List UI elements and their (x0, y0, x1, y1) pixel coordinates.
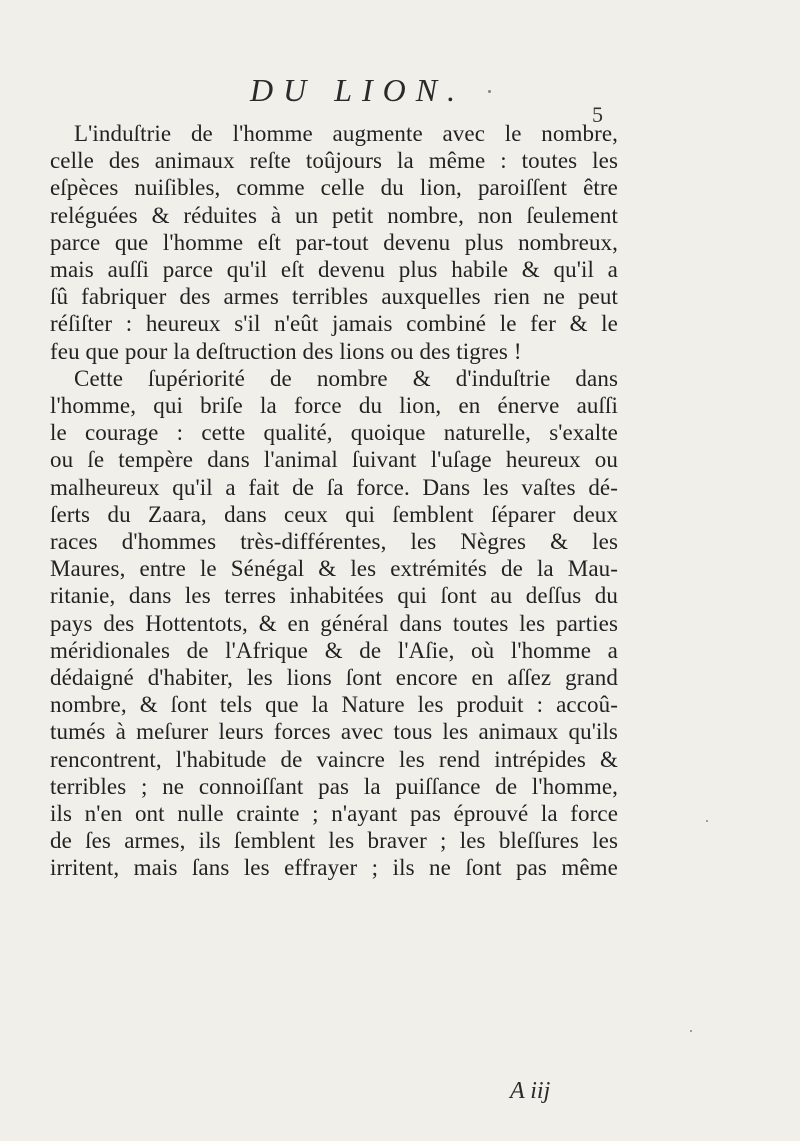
text-line: réſiſter : heureux s'il n'eût jamais combiné le fer & le (50, 311, 618, 337)
text-line: celle des animaux reſte toûjours la même : toutes les (50, 148, 618, 174)
text-line: terribles ; ne connoiſſant pas la puiſſance de l'homme, (50, 773, 618, 799)
page-number: 5 (592, 102, 603, 127)
text-line: le courage : cette qualité, quoique naturelle, s'exalte (50, 420, 618, 446)
text-line: ritanie, dans les terres inhabitées qui ſont au deſſus du (50, 583, 618, 609)
text-line: rencontrent, l'habitude de vaincre les rend intrépides & (50, 746, 618, 772)
text-line: mais auſſi parce qu'il eſt devenu plus habile & qu'il a (50, 257, 618, 283)
text-line: ou ſe tempère dans l'animal ſuivant l'uſage heureux ou (50, 447, 618, 473)
text-line: L'induſtrie de l'homme augmente avec le nombre, (74, 121, 618, 146)
text-line: feu que pour la deſtruction des lions ou des tigres ! (50, 338, 522, 364)
text-line: races d'hommes très-différentes, les Nègres & les (50, 529, 618, 555)
text-line: ſerts du Zaara, dans ceux qui ſemblent ſéparer deux (50, 501, 618, 527)
text-line: méridionales de l'Afrique & de l'Aſie, où l'homme a (50, 637, 618, 663)
text-line: eſpèces nuiſibles, comme celle du lion, paroiſſent être (50, 175, 618, 201)
text-line: Cette ſupériorité de nombre & d'induſtrie dans (74, 365, 618, 391)
page-header (0, 72, 800, 127)
text-line: nombre, & ſont tels que la Nature les produit : accoû- (50, 692, 618, 718)
text-line: tumés à meſurer leurs forces avec tous les animaux qu'ils (50, 719, 618, 745)
paper-speck (488, 90, 491, 93)
text-line: Maures, entre le Sénégal & les extrémités de la Mau- (50, 556, 618, 582)
text-line: ſû fabriquer des armes terribles auxquelles rien ne peut (50, 284, 618, 310)
text-line: reléguées & réduites à un petit nombre, non ſeulement (50, 202, 618, 228)
paper-speck (706, 820, 708, 822)
text-line: ils n'en ont nulle crainte ; n'ayant pas éprouvé la force (50, 801, 618, 827)
text-line: l'homme, qui briſe la force du lion, en énerve auſſi (50, 393, 618, 419)
body-text (50, 120, 618, 882)
text-line: pays des Hottentots, & en général dans toutes les parties (50, 610, 618, 636)
paper-speck (690, 1030, 692, 1032)
text-line: de ſes armes, ils ſemblent les braver ; les bleſſures les (50, 828, 618, 854)
text-line: malheureux qu'il a fait de ſa force. Dans les vaſtes dé- (50, 474, 618, 500)
text-line: irritent, mais ſans les effrayer ; ils ne ſont pas même (50, 855, 618, 881)
text-line: parce que l'homme eſt par-tout devenu plus nombreux, (50, 229, 618, 255)
signature-mark: A iij (510, 1078, 551, 1104)
text-line: dédaigné d'habiter, les lions ſont encore en aſſez grand (50, 665, 618, 691)
running-title: DU LION. (250, 72, 466, 108)
